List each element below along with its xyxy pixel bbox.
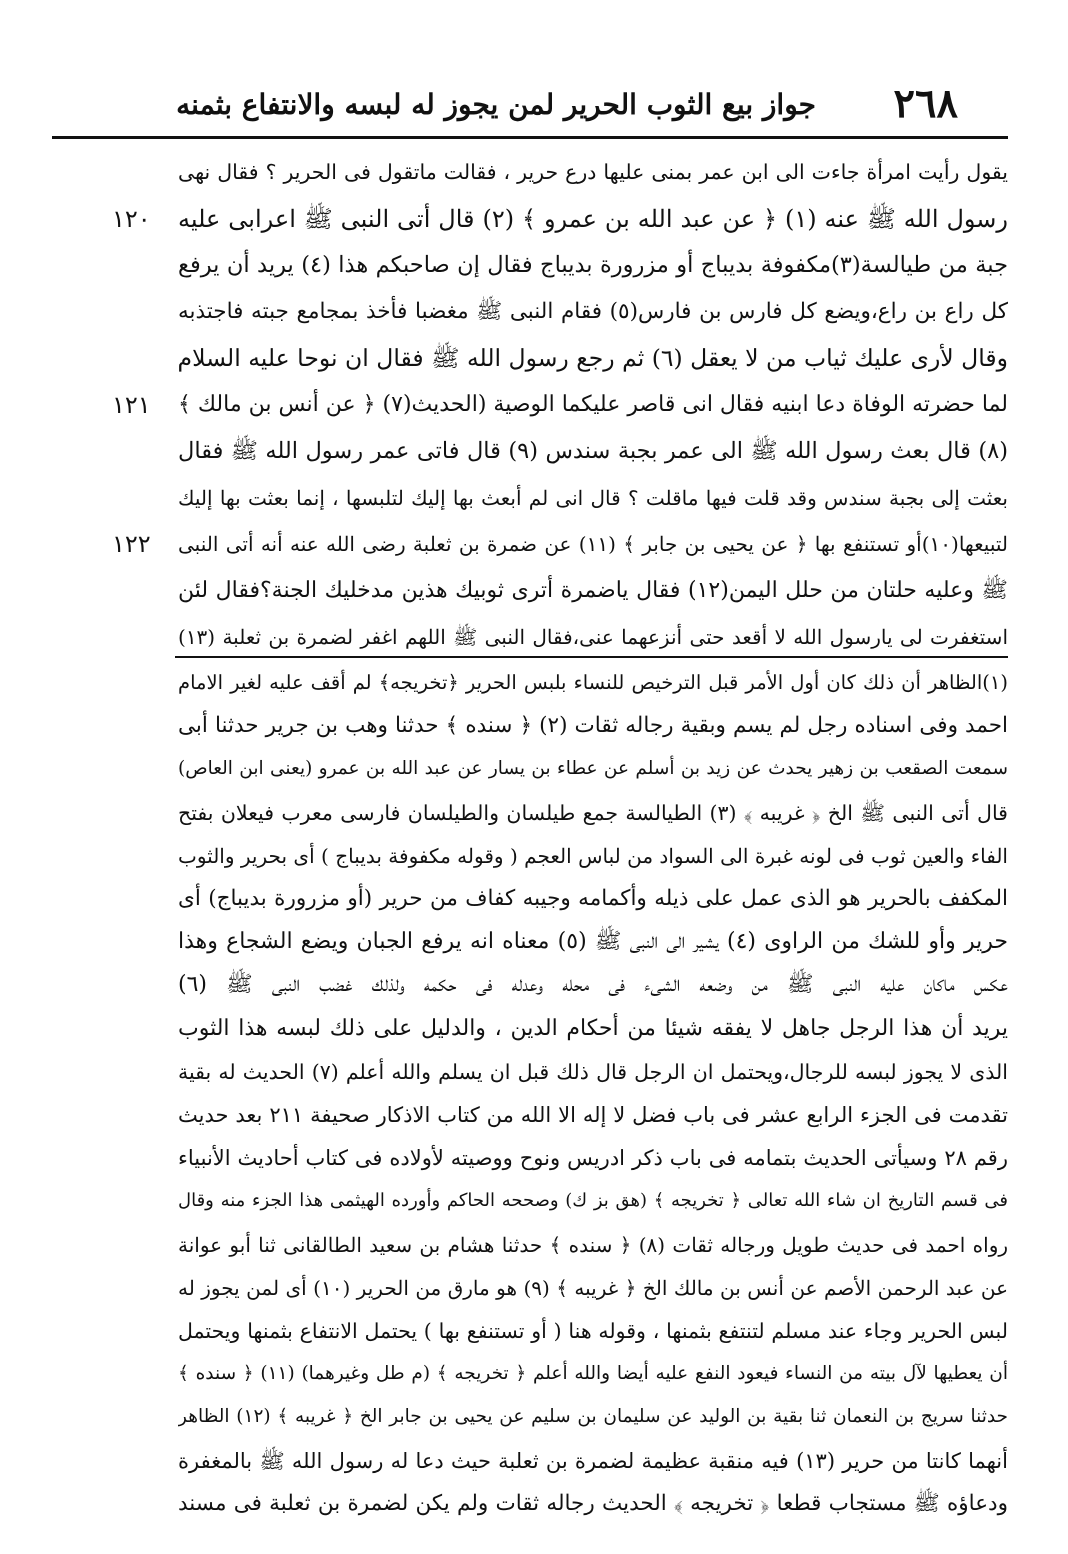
main-line: (٨) قال بعث رسول الله ﷺ الى عمر بجبة سندس (٩) قال فاتى عمر رسول الله ﷺ فقال (178, 438, 1008, 464)
main-line: يقول رأيت امرأة جاءت الى ابن عمر بمنى عليها درع حرير ، فقالت ماتقول فى الحرير ؟ فقال نهى (178, 160, 1008, 184)
main-line: لتبيعها(١٠)أو تستنفع بها ﴿ عن يحيى بن جابر ﴾ (١١) عن ضمرة بن ثعلبة رضى الله عنه أنه أتى النبى (178, 532, 1008, 556)
margin-number: ١٢٠ (112, 204, 151, 233)
footnote-line: رقم ٢٨ وسيأتى الحديث بتمامه فى باب ذكر ادريس ونوح ووصيته لأولاده فى كتاب أحاديث الأنبياء (178, 1146, 1008, 1171)
footnote-line: لبس الحرير وجاء عند مسلم لتنتفع بثمنها ، وقوله هنا ( أو تستنفع بها ) يحتمل الانتفاع بثمنها ويحتمل (178, 1319, 1008, 1343)
footnote-line: حدثنا سريج بن النعمان ثنا بقية بن الوليد عن سليمان بن سليم عن يحيى بن جابر الخ ﴿ غريبه ﴾ (١٢) الظاهر (178, 1406, 1008, 1428)
footnote-line: عكس ماكان عليه النبى ﷺ من وضعه الشىء فى محله وعدله فى حكمه ولذلك غضب النبى ﷺ (٦) (178, 972, 1008, 998)
header-rule (52, 136, 1008, 139)
footnote-line: قال أتى النبى ﷺ الخ ﴿ غريبه ﴾ (٣) الطيالسة جمع طيلسان والطيلسان فارسى معرب فيعلان بفتح (178, 800, 1008, 825)
footnote-line: رواه احمد فى حديث طويل ورجاله ثقات (٨) ﴿ سنده ﴾ حدثنا هشام بن سعيد الطالقانى ثنا أبو عوانة (178, 1232, 1008, 1257)
footnote-line: فى قسم التاريخ ان شاء الله تعالى ﴿ تخريجه ﴾ (هق بز ك) وصححه الحاكم وأورده الهيثمى هذا الجزء منه وقال (178, 1190, 1008, 1212)
footnote-line: الفاء والعين ثوب فى لونه غبرة الى السواد من لباس العجم ( وقوله مكفوفة بديباج ) أى بحرير والثوب (178, 843, 1008, 868)
main-line: ﷺ وعليه حلتان من حلل اليمن(١٢) فقال ياضمرة أترى ثوبيك هذين مدخليك الجنة؟فقال لئن (178, 577, 1008, 603)
footnote-line: أنهما كانتا من حرير (١٣) فيه منقبة عظيمة لضمرة بن ثعلبة حيث دعا له رسول الله ﷺ بالمغفرة (178, 1448, 1008, 1473)
footnote-line: ودعاؤه ﷺ مستجاب قطعا ﴿ تخريجه ﴾ الحديث رجاله ثقات ولم يكن لضمرة بن ثعلبة فى مسند (178, 1490, 1008, 1516)
main-line: لما حضرته الوفاة دعا ابنيه فقال انى قاصر عليكما الوصية (الحديث(٧) ﴿ عن أنس بن مالك ﴾ (178, 391, 1008, 417)
main-line: جبة من طيالسة(٣)مكفوفة بديباج أو مزرورة بديباج فقال إن صاحبكم هذا (٤) يريد أن يرفع (178, 252, 1008, 278)
main-line: بعثت إلى بجبة سندس وقد قلت فيها ماقلت ؟ قال انى لم أبعث بها إليك لتلبسها ، إنما بعثت بها إليك (178, 485, 1008, 510)
main-line: استغفرت لى يارسول الله لا أقعد حتى أنزعهما عنى،فقال النبى ﷺ اللهم اغفر لضمرة بن ثعلبة (١٣) (178, 625, 1008, 649)
main-line: رسول الله ﷺ عنه (١) ﴿ عن عبد الله بن عمرو ﴾ (٢) قال أتى النبى ﷺ اعرابى عليه (178, 204, 1008, 233)
running-title: جواز بيع الثوب الحرير لمن يجوز له لبسه والانتفاع بثمنه (176, 88, 816, 121)
footnote-line: الذى لا يجوز لبسه للرجال،ويحتمل ان الرجل قال ذلك قبل ان يسلم والله أعلم (٧) الحديث له بقية (178, 1059, 1008, 1084)
footnote-line: احمد وفى اسناده رجل لم يسم وبقية رجاله ثقات (٢) ﴿ سنده ﴾ حدثنا وهب بن جرير حدثنا أبى (178, 713, 1008, 739)
footnote-line: المكفف بالحرير هو الذى عمل على ذيله وأكمامه وجيبه كفاف من حرير (أو مزرورة بديباج) أى (178, 886, 1008, 911)
footnote-line: تقدمت فى الجزء الرابع عشر فى باب فضل لا إله الا الله من كتاب الاذكار صحيفة ٢١١ بعد حديث (178, 1103, 1008, 1127)
margin-number: ١٢٢ (112, 530, 151, 558)
page-number: ٢٦٨ (893, 80, 958, 127)
footnote-rule (175, 656, 1008, 658)
footnote-line: عن عبد الرحمن الأصم عن أنس بن مالك الخ ﴿ غريبه ﴾ (٩) هو مارق من الحرير (١٠) أى لمن يجوز له (178, 1275, 1008, 1300)
footnote-line: سمعت الصقعب بن زهير يحدث عن زيد بن أسلم عن عطاء بن يسار عن عبد الله بن عمرو (يعنى ابن العاص) (178, 758, 1008, 780)
footnote-line: يريد أن هذا الرجل جاهل لا يفقه شيئا من أحكام الدين ، والدليل على ذلك لبسه هذا الثوب (178, 1015, 1008, 1041)
main-line: وقال لأرى عليك ثياب من لا يعقل (٦) ثم رجع رسول الله ﷺ فقال ان نوحا عليه السلام (178, 344, 1008, 372)
page-header (52, 70, 1016, 130)
footnote-line: حرير وأو للشك من الراوى (٤) يشير الى النبى ﷺ (٥) معناه انه يرفع الجبان ويضع الشجاع وهذا (178, 929, 1008, 955)
main-line: كل راع بن راع،ويضع كل فارس بن فارس(٥) فقام النبى ﷺ مغضبا فأخذ بمجامع جبته فاجتذبه (178, 298, 1008, 324)
margin-number: ١٢١ (112, 390, 151, 419)
footnote-line: (١)الظاهر أن ذلك كان أول الأمر قبل الترخيص للنساء بلبس الحرير ﴿تخريجه﴾ لم أقف عليه لغير الامام (178, 671, 1008, 694)
footnote-line: أن يعطيها لآل بيته من النساء فيعود النفع عليه أيضا والله أعلم ﴿ تخريجه ﴾ (م طل وغيرهما) (١١) ﴿ سنده ﴾ (178, 1363, 1008, 1385)
